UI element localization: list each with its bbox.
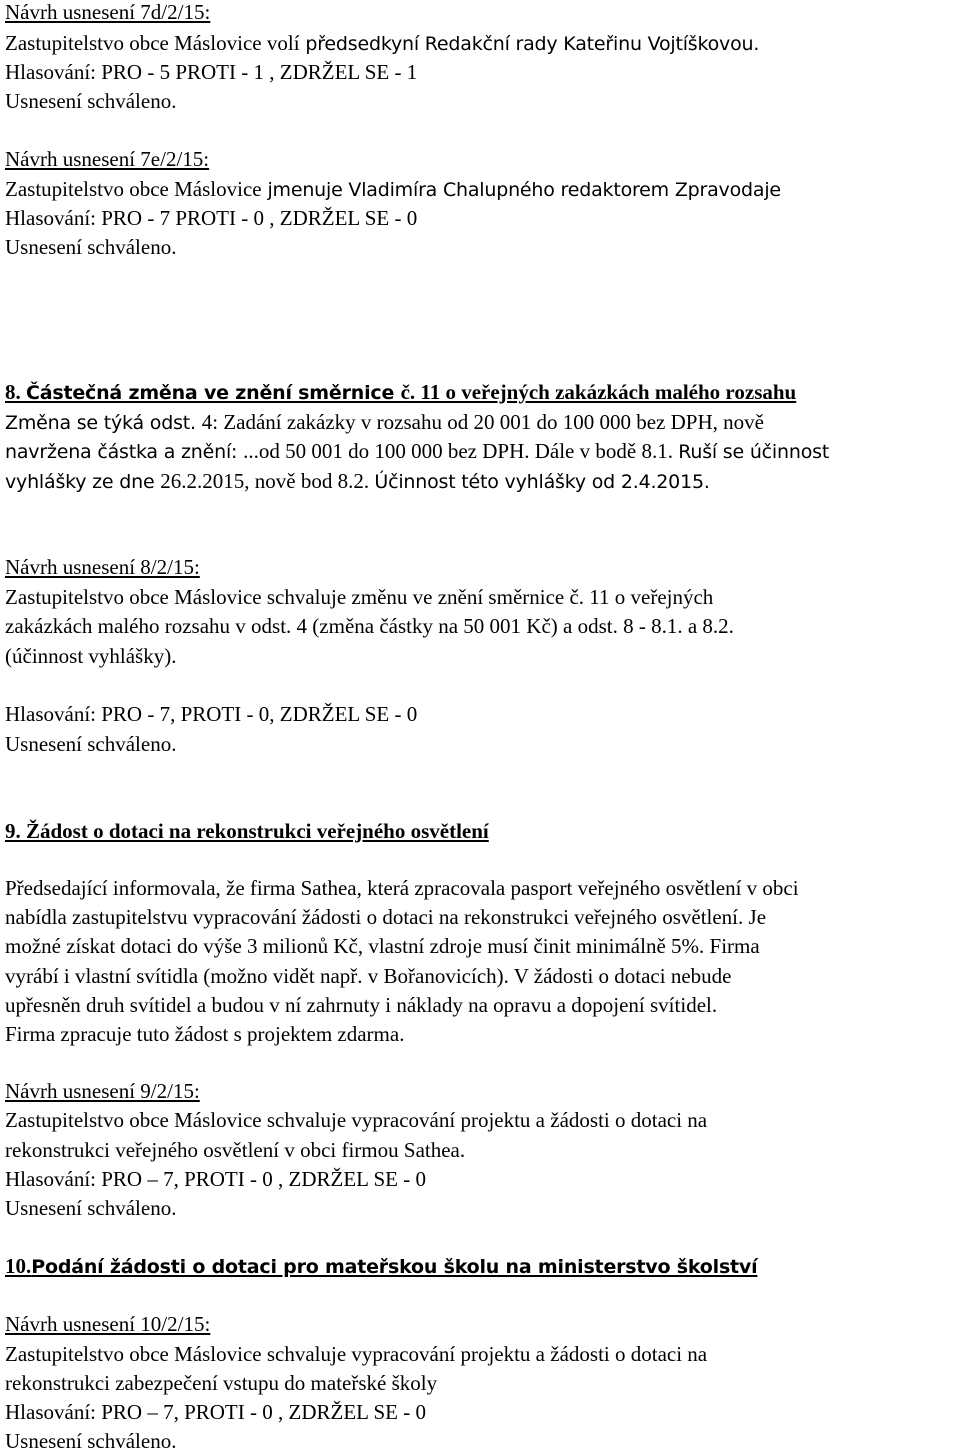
resolution-7d-text — [5, 30, 759, 58]
resolution-7d-vote: Hlasování: PRO - 5 PROTI - 1 , ZDRŽEL SE - 1 — [5, 60, 418, 84]
section-8-title-text — [5, 380, 796, 404]
resolution-8-result: Usnesení schváleno. — [5, 732, 177, 756]
resolution-10-line2: rekonstrukci zabezpečení vstupu do mateřské školy — [5, 1371, 438, 1395]
section-8-para-line3-b: 26.2.2015, nově bod 8.2. — [160, 469, 375, 493]
section-9-para-line3: možné získat dotaci do výše 3 milionů Kč, vlastní zdroje musí činit minimálně 5%. Firma — [5, 934, 760, 958]
section-8-para-line1 — [5, 409, 764, 437]
resolution-7d-text-a: Zastupitelstvo obce Máslovice volí — [5, 31, 300, 55]
section-9-para-line2: nabídla zastupitelstvu vypracování žádosti o dotaci na rekonstrukci veřejného osvětlení. Je — [5, 905, 767, 929]
resolution-10-vote: Hlasování: PRO – 7, PROTI - 0 , ZDRŽEL SE - 0 — [5, 1400, 426, 1424]
resolution-10-result: Usnesení schváleno. — [5, 1429, 177, 1453]
resolution-8-line1: Zastupitelstvo obce Máslovice schvaluje změnu ve znění směrnice č. 11 o veřejných — [5, 585, 714, 609]
section-8-title-part1: Částečná změna ve znění směrnice — [26, 382, 401, 404]
resolution-9-vote: Hlasování: PRO – 7, PROTI - 0 , ZDRŽEL SE - 0 — [5, 1167, 426, 1191]
section-8-para-line2-b: ...od 50 001 do 100 000 bez DPH. Dále v bodě 8.1. — [243, 439, 679, 463]
section-8-title-part2: č. 11 o veřejných zakázkách malého rozsahu — [400, 380, 797, 404]
section-9-para-line1: Předsedající informovala, že firma Sathea, která zpracovala pasport veřejného osvětlení v obci — [5, 876, 799, 900]
resolution-9-line1: Zastupitelstvo obce Máslovice schvaluje vypracování projektu a žádosti o dotaci na — [5, 1108, 708, 1132]
section-8-para-line1-a: Změna se týká odst. — [5, 412, 202, 434]
section-8-para-line1-b: 4: Zadání zakázky v rozsahu od 20 001 do 100 000 bez DPH, nově — [201, 410, 764, 434]
section-8-title-number: 8. — [5, 380, 26, 404]
resolution-7e-text-a: Zastupitelstvo obce Máslovice — [5, 177, 262, 201]
resolution-8-line2: zakázkách malého rozsahu v odst. 4 (změna částky na 50 001 Kč) a odst. 8 - 8.1. a 8.2. — [5, 614, 734, 638]
resolution-9-heading: Návrh usnesení 9/2/15: — [5, 1079, 200, 1103]
resolution-8-heading: Návrh usnesení 8/2/15: — [5, 555, 200, 579]
resolution-7d-heading: Návrh usnesení 7d/2/15: — [5, 0, 211, 24]
resolution-10-heading: Návrh usnesení 10/2/15: — [5, 1312, 211, 1336]
section-9-para-line4: vyrábí i vlastní svítidla (možno vidět např. v Bořanovicích). V žádosti o dotaci nebude — [5, 964, 732, 988]
section-8-para-line2 — [5, 438, 829, 466]
resolution-7d-result: Usnesení schváleno. — [5, 89, 177, 113]
section-10-title-number: 10. — [5, 1254, 32, 1278]
resolution-7e-result: Usnesení schváleno. — [5, 235, 177, 259]
resolution-7e-heading: Návrh usnesení 7e/2/15: — [5, 147, 210, 171]
resolution-7e-text-b: jmenuje Vladimíra Chalupného redaktorem Zpravodaje — [261, 179, 781, 201]
section-10-title-text — [5, 1254, 757, 1278]
resolution-8-vote: Hlasování: PRO - 7, PROTI - 0, ZDRŽEL SE - 0 — [5, 702, 418, 726]
section-8-para-line3-a: vyhlášky ze dne — [5, 471, 161, 493]
resolution-10-line1: Zastupitelstvo obce Máslovice schvaluje vypracování projektu a žádosti o dotaci na — [5, 1342, 708, 1366]
section-8-title — [5, 379, 796, 407]
section-9-title: 9. Žádost o dotaci na rekonstrukci veřejného osvětlení — [5, 819, 489, 843]
resolution-9-line2: rekonstrukci veřejného osvětlení v obci firmou Sathea. — [5, 1138, 466, 1162]
section-8-para-line2-a: navržena částka a znění: — [5, 441, 244, 463]
resolution-7d-text-b: předsedkyní Redakční rady Kateřinu Vojtíškovou. — [299, 33, 760, 55]
section-9-para-line5: upřesněn druh svítidel a budou v ní zahrnuty i náklady na opravu a dopojení svítidel. — [5, 993, 718, 1017]
section-10-title — [5, 1253, 757, 1281]
resolution-8-line3: (účinnost vyhlášky). — [5, 644, 177, 668]
section-8-para-line2-c: Ruší se účinnost — [678, 441, 830, 463]
section-8-para-line3-c: Účinnost této vyhlášky od 2.4.2015. — [374, 471, 710, 493]
section-10-title-part: Podání žádosti o dotaci pro mateřskou školu na ministerstvo školství — [31, 1256, 758, 1278]
resolution-7e-vote: Hlasování: PRO - 7 PROTI - 0 , ZDRŽEL SE - 0 — [5, 206, 418, 230]
section-9-para-line6: Firma zpracuje tuto žádost s projektem zdarma. — [5, 1022, 405, 1046]
resolution-7e-text — [5, 176, 781, 204]
section-8-para-line3 — [5, 468, 710, 496]
resolution-9-result: Usnesení schváleno. — [5, 1196, 177, 1220]
